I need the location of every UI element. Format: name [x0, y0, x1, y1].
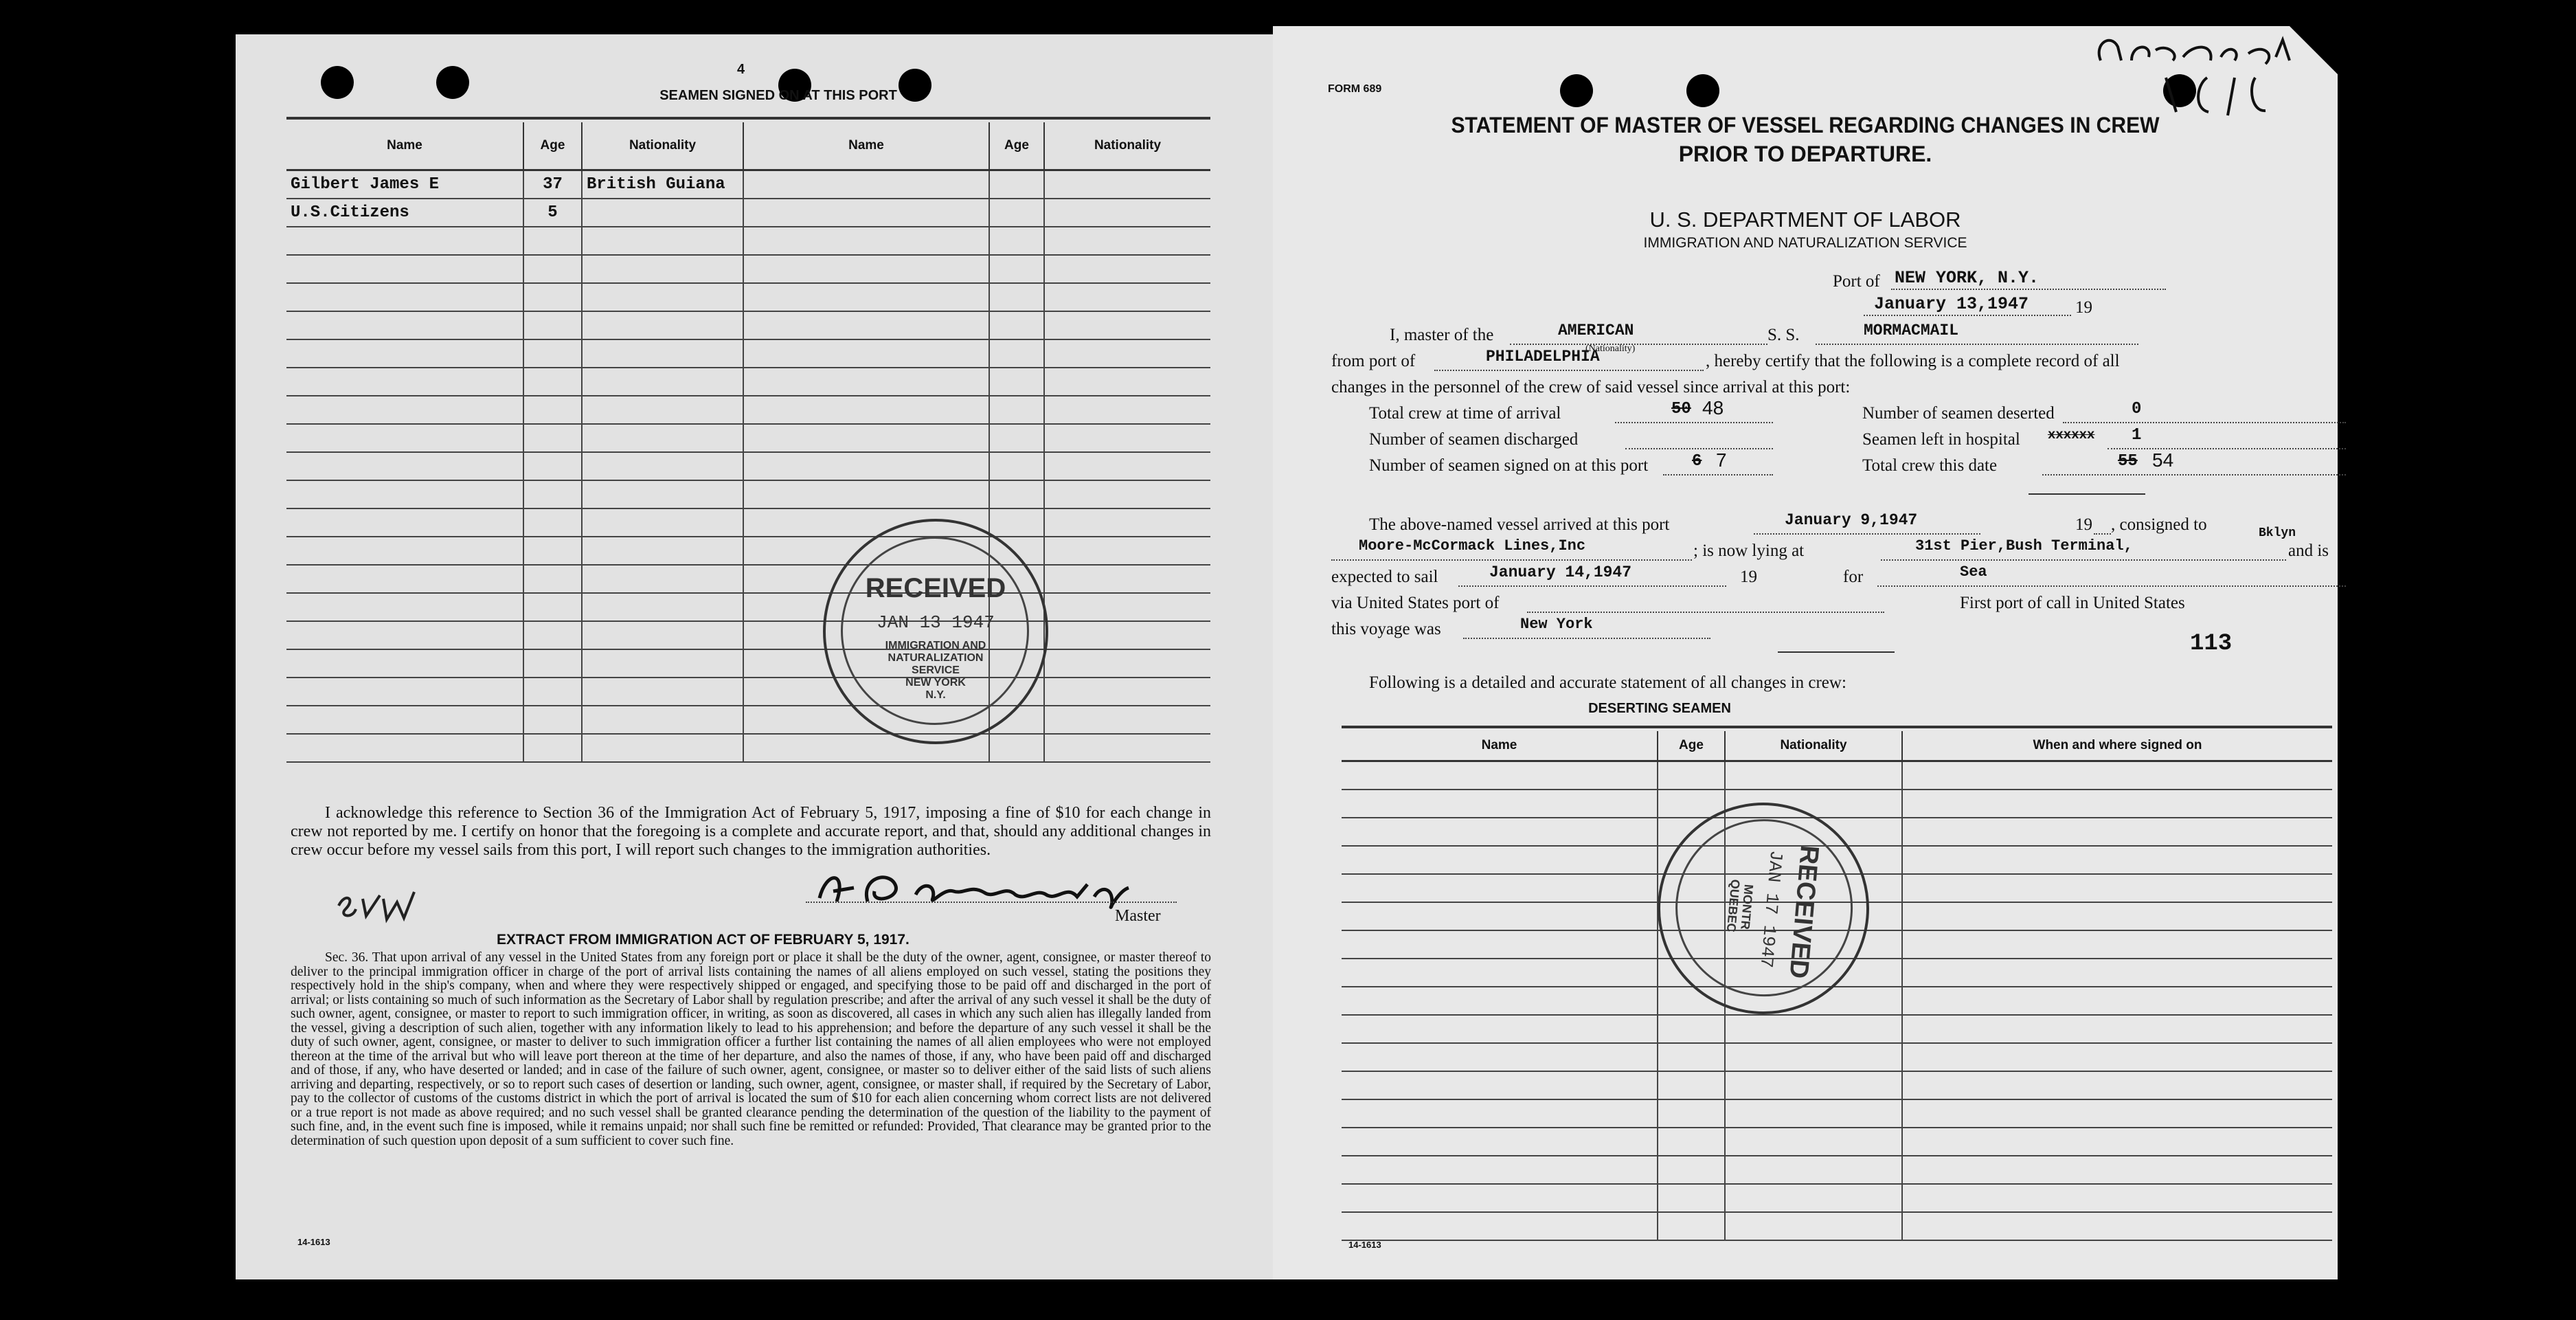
table-cell [286, 678, 523, 706]
arrived-value: January 9,1947 [1785, 511, 1918, 529]
table-cell [286, 283, 523, 311]
signature-line [806, 902, 1177, 903]
table-cell [1044, 452, 1210, 480]
table-cell [286, 593, 523, 621]
table-cell [743, 199, 989, 227]
stamp-line: N.Y. [925, 689, 946, 701]
table-cell [582, 537, 743, 565]
left-heading: SEAMEN SIGNED ON AT THIS PORT [659, 88, 897, 103]
total-date-label: Total crew this date [1862, 456, 1998, 475]
table-cell [1902, 1212, 2332, 1240]
table-row [1342, 1015, 2332, 1043]
stamp-received: RECEIVED [865, 573, 1006, 603]
table-cell [743, 170, 989, 199]
punch-hole [1686, 74, 1719, 107]
table-cell [523, 339, 582, 368]
table-cell [1902, 1184, 2332, 1212]
for-label: for [1843, 568, 1864, 586]
table-cell [523, 396, 582, 424]
table-cell [523, 706, 582, 734]
table-cell [286, 255, 523, 283]
handwritten-annotation [2029, 30, 2331, 119]
table-cell [1902, 959, 2332, 987]
table-cell [1044, 396, 1210, 424]
table-cell [286, 649, 523, 678]
table-row [286, 508, 1210, 537]
table-cell [743, 368, 989, 396]
table-row [286, 170, 1210, 199]
table-cell [1044, 424, 1210, 452]
stamp-line: SERVICE [912, 664, 960, 676]
document-number: 113 [2190, 631, 2233, 657]
hospital-label: Seamen left in hospital [1862, 430, 2020, 449]
table-cell [286, 339, 523, 368]
vessel-value: MORMACMAIL [1864, 322, 1959, 339]
arrived-year: 19 [2075, 515, 2092, 534]
table-cell [286, 565, 523, 593]
left-page [236, 34, 1273, 1279]
column-header: Nationality [582, 122, 743, 170]
table-cell [582, 649, 743, 678]
table-cell [1044, 565, 1210, 593]
table-cell [743, 396, 989, 424]
column-header: Name [286, 122, 523, 170]
acknowledgment-text: I acknowledge this reference to Section 36 of the Immigration Act of February 5, 1917, imposing a fine of $10 for each change in crew not reported by me. I certify on honor that the foregoing is a complete and accurate report, and that, should any additional changes in crew occur before my vessel sails from this port, I will report such changes to the immigration authorities. [291, 804, 1211, 859]
sum-rule [2029, 493, 2145, 495]
table-cell [1044, 199, 1210, 227]
deserting-heading: DESERTING SEAMEN [1588, 701, 1731, 716]
stamp-line: NATURALIZATION [888, 652, 984, 664]
table-cell [1342, 874, 1658, 902]
ss-label: S. S. [1767, 326, 1800, 344]
table-row [286, 311, 1210, 339]
table-row [286, 649, 1210, 678]
lying-extra: Bklyn [2259, 526, 2296, 540]
table-cell [989, 170, 1044, 199]
table-row [1342, 1043, 2332, 1071]
table-row [286, 339, 1210, 368]
table-cell [1725, 1156, 1902, 1184]
hospital-value: 1 [2132, 426, 2142, 445]
table-cell [989, 199, 1044, 227]
form-code: 14-1613 [1348, 1240, 1381, 1250]
table-cell [523, 565, 582, 593]
form-title-line1: STATEMENT OF MASTER OF VESSEL REGARDING CHANGES IN CREW [1451, 113, 2160, 137]
table-cell [582, 452, 743, 480]
table-cell [743, 452, 989, 480]
table-cell [523, 452, 582, 480]
table-cell [1044, 339, 1210, 368]
nationality-value: AMERICAN [1558, 322, 1634, 339]
table-row [286, 678, 1210, 706]
punch-hole [1560, 74, 1593, 107]
table-cell [1725, 1212, 1902, 1240]
table-row [1342, 1099, 2332, 1128]
table-cell [1044, 480, 1210, 508]
stamp-line: NEW YORK [905, 677, 966, 689]
table-cell [286, 424, 523, 452]
extract-text: Sec. 36. That upon arrival of any vessel in the United States from any foreign port or place it shall be the duty of the owner, agent, consignee, or master thereof to deliver to the principal immigration officer in charge of the port of arrival lists containing the names of all aliens employed on such vessel, stating the positions they respectively hold in the ship's company, when and where they were respectively shipped or engaged, and specifying those to be paid off and discharged in the port of arrival; or lists containing so much of such information as the Secretary of Labor shall by regulation prescribe; and after the arrival of any such vessel it shall be the duty of such owner, agent, consignee, or master to report to such immigration officer, in writing, as soon as discovered, all cases in which any such alien has illegally landed from the vessel, giving a description of such alien, together with any information likely to lead to his apprehension; and before the departure of any such vessel it shall be the duty of such owner, agent, consignee, or master to deliver to such immigration officer a further list containing the names of all alien employees who were not employed thereon at the time of the arrival but who will leave port thereon at the time of her departure, and also the names of those, if any, who have been paid off and discharged and of those, if any, who have deserted or landed; and in case of the failure of such owner, agent, consignee, or master so to deliver either of the said lists of such aliens arriving and departing, respectively, or so to report such cases of desertion or landing, such owner, agent, consignee, or master shall, if required by the Secretary of Labor, pay to the collector of customs of the customs district in which the port of arrival is located the sum of $10 for each alien concerning whom correct lists are not delivered or a true report is not made as above required; and no such vessel shall be granted clearance pending the determination of the question of the liability to the payment of such fine, and, in the event such fine is imposed, while it remains unpaid; nor shall such fine be remitted or refunded: Provided, That clearance may be granted prior to the determination of such question upon deposit of a sum sufficient to cover such fine. [291, 950, 1211, 1148]
table-cell [1044, 227, 1210, 255]
column-header: Age [1658, 731, 1725, 761]
destination-value: Sea [1960, 563, 1987, 581]
table-cell [582, 283, 743, 311]
following-text: Following is a detailed and accurate statement of all changes in crew: [1369, 673, 1846, 692]
table-cell [582, 311, 743, 339]
table-cell [1658, 1043, 1725, 1071]
table-cell [523, 621, 582, 649]
table-cell [1902, 1071, 2332, 1099]
table-cell [1658, 1212, 1725, 1240]
table-row [286, 621, 1210, 649]
via-label: via United States port of [1331, 594, 1500, 612]
table-cell [1044, 508, 1210, 537]
consigned-label: , consigned to [2111, 515, 2207, 534]
master-signature [806, 864, 1190, 912]
table-cell [1342, 846, 1658, 874]
extract-title: EXTRACT FROM IMMIGRATION ACT OF FEBRUARY 5, 1917. [497, 932, 909, 948]
table-cell [989, 339, 1044, 368]
table-cell [1342, 1043, 1658, 1071]
cell-name: Gilbert James E [286, 170, 523, 199]
form-title-line2: PRIOR TO DEPARTURE. [1678, 142, 1932, 166]
table-cell [286, 396, 523, 424]
table-cell [1342, 930, 1658, 959]
table-row [286, 593, 1210, 621]
table-row [286, 227, 1210, 255]
stamp-line: IMMIGRATION AND [885, 640, 986, 651]
table-cell [582, 227, 743, 255]
right-page [1273, 26, 2338, 1279]
table-cell [582, 368, 743, 396]
table-cell [1658, 1184, 1725, 1212]
total-crew-label: Total crew at time of arrival [1369, 404, 1561, 423]
changes-text: changes in the personnel of the crew of said vessel since arrival at this port: [1331, 378, 1851, 396]
table-cell [743, 424, 989, 452]
table-cell [1902, 874, 2332, 902]
cell-name: U.S.Citizens [286, 199, 523, 227]
table-cell [1658, 1156, 1725, 1184]
stamp-line: MONTR [1738, 884, 1756, 930]
table-row [286, 565, 1210, 593]
table-cell [1044, 593, 1210, 621]
service: IMMIGRATION AND NATURALIZATION SERVICE [1643, 235, 1967, 251]
table-cell [1725, 1128, 1902, 1156]
cell-nationality: British Guiana [582, 170, 743, 199]
table-cell [1342, 790, 1658, 818]
table-cell [582, 339, 743, 368]
table-cell [523, 649, 582, 678]
table-row [1342, 1128, 2332, 1156]
signed-on-value: 7 [1716, 449, 1727, 471]
page-number: 4 [737, 62, 745, 77]
stamp-line: QUEBEC [1724, 878, 1743, 933]
table-cell [1902, 1156, 2332, 1184]
table-cell [582, 593, 743, 621]
table-cell [582, 424, 743, 452]
table-cell [286, 311, 523, 339]
rule [1342, 726, 2332, 728]
stamp-received: RECEIVED [1783, 844, 1824, 980]
table-row [286, 706, 1210, 734]
table-cell [743, 311, 989, 339]
and-is: and is [2288, 541, 2329, 560]
table-row [286, 368, 1210, 396]
table-cell [1342, 1099, 1658, 1128]
table-row [1342, 761, 2332, 790]
table-cell [743, 480, 989, 508]
table-row [1342, 1184, 2332, 1212]
arrived-label: The above-named vessel arrived at this port [1369, 515, 1670, 534]
table-row [286, 424, 1210, 452]
table-cell [523, 734, 582, 762]
table-cell [523, 311, 582, 339]
from-port-label: from port of [1331, 352, 1416, 370]
table-cell [1658, 761, 1725, 790]
table-cell [1902, 818, 2332, 846]
table-cell [1044, 734, 1210, 762]
table-cell [1044, 283, 1210, 311]
table-cell [989, 283, 1044, 311]
table-cell [523, 537, 582, 565]
table-cell [286, 621, 523, 649]
table-cell [582, 621, 743, 649]
table-cell [523, 283, 582, 311]
form-code: 14-1613 [297, 1237, 330, 1247]
table-cell [523, 227, 582, 255]
table-cell [1658, 1099, 1725, 1128]
table-cell [1342, 818, 1658, 846]
column-header: When and where signed on [1902, 731, 2332, 761]
port-label: Port of [1833, 272, 1880, 291]
table-cell [582, 396, 743, 424]
table-cell [523, 508, 582, 537]
table-cell [1342, 1128, 1658, 1156]
table-cell [523, 255, 582, 283]
first-port-label: First port of call in United States [1960, 594, 2185, 612]
total-date-struck: 55 [2118, 452, 2138, 471]
master-label: I, master of the [1390, 326, 1494, 344]
sail-value: January 14,1947 [1489, 563, 1632, 581]
table-cell [582, 706, 743, 734]
short-rule [1778, 651, 1895, 653]
table-row [286, 283, 1210, 311]
table-cell [286, 508, 523, 537]
table-cell [582, 678, 743, 706]
table-cell [1342, 1071, 1658, 1099]
column-header: Nationality [1044, 122, 1210, 170]
table-cell [1902, 902, 2332, 930]
table-cell [1342, 1184, 1658, 1212]
table-cell [1902, 790, 2332, 818]
table-cell [286, 537, 523, 565]
table-cell [1902, 1015, 2332, 1043]
table-cell [989, 227, 1044, 255]
table-row [1342, 987, 2332, 1015]
date-value: January 13,1947 [1874, 294, 2029, 314]
signed-on-label: Number of seamen signed on at this port [1369, 456, 1649, 475]
table-cell [1044, 368, 1210, 396]
column-header: Age [523, 122, 582, 170]
table-cell [286, 480, 523, 508]
table-cell [1725, 1099, 1902, 1128]
table-cell [1342, 1156, 1658, 1184]
table-cell [989, 368, 1044, 396]
consignee-value: Moore-McCormack Lines,Inc [1359, 537, 1586, 555]
deserted-label: Number of seamen deserted [1862, 404, 2055, 423]
table-row [286, 480, 1210, 508]
cell-nationality [582, 199, 743, 227]
table-cell [989, 424, 1044, 452]
voyage-label: this voyage was [1331, 620, 1441, 638]
table-cell [1725, 1071, 1902, 1099]
initials [332, 878, 435, 926]
table-cell [582, 255, 743, 283]
table-cell [1902, 761, 2332, 790]
stamp-date: JAN 17 1947 [1755, 849, 1787, 969]
table-cell [989, 311, 1044, 339]
table-cell [743, 227, 989, 255]
initials-graphic [332, 878, 435, 926]
table-cell [1342, 987, 1658, 1015]
table-cell [743, 339, 989, 368]
table-cell [989, 480, 1044, 508]
table-cell [582, 565, 743, 593]
from-port-value: PHILADELPHIA [1486, 348, 1600, 366]
lying-value: 31st Pier,Bush Terminal, [1915, 537, 2133, 555]
table-cell [989, 508, 1044, 537]
punch-hole [321, 66, 354, 99]
column-header: Name [743, 122, 989, 170]
voyage-value: New York [1520, 616, 1593, 633]
table-cell [989, 452, 1044, 480]
year-suffix: 19 [2075, 298, 2092, 317]
table-row [286, 199, 1210, 227]
table-cell [743, 255, 989, 283]
table-cell [989, 734, 1044, 762]
table-row [1342, 1071, 2332, 1099]
table-cell [523, 368, 582, 396]
table-cell [1342, 1015, 1658, 1043]
signed-on-struck: 6 [1692, 452, 1702, 471]
table-cell [1342, 1212, 1658, 1240]
table-cell [286, 706, 523, 734]
table-cell [1044, 537, 1210, 565]
table-cell [1902, 930, 2332, 959]
table-row [286, 452, 1210, 480]
table-cell [1658, 1128, 1725, 1156]
table-cell [286, 734, 523, 762]
nationality-caption: (Nationality) [1585, 344, 1636, 354]
signature-graphic [806, 864, 1190, 912]
table-cell [1044, 255, 1210, 283]
table-cell [286, 227, 523, 255]
sail-year: 19 [1740, 568, 1757, 586]
table-cell [989, 255, 1044, 283]
table-cell [1725, 1015, 1902, 1043]
table-cell [1342, 761, 1658, 790]
stamp-date: JAN 13 1947 [877, 612, 995, 633]
sail-label: expected to sail [1331, 568, 1438, 586]
table-cell [1658, 1015, 1725, 1043]
hospital-struck: xxxxxx [2048, 427, 2095, 443]
punch-hole [436, 66, 469, 99]
table-cell [523, 480, 582, 508]
table-cell [582, 480, 743, 508]
table-cell [1902, 987, 2332, 1015]
table-row [1342, 1212, 2332, 1240]
table-cell [743, 283, 989, 311]
table-cell [582, 734, 743, 762]
table-row [1342, 1156, 2332, 1184]
table-cell [1342, 959, 1658, 987]
certify-text: , hereby certify that the following is a complete record of all [1706, 352, 2120, 370]
table-row [286, 537, 1210, 565]
table-cell [989, 396, 1044, 424]
annotation-graphic [2029, 30, 2331, 119]
table-cell [286, 452, 523, 480]
cell-age: 37 [523, 170, 582, 199]
department: U. S. DEPARTMENT OF LABOR [1649, 208, 1961, 232]
table-cell [1044, 621, 1210, 649]
signed-on-table [286, 122, 1210, 763]
table-cell [1725, 761, 1902, 790]
table-cell [1342, 902, 1658, 930]
table-cell [1725, 1043, 1902, 1071]
table-cell [1044, 649, 1210, 678]
table-cell [1902, 1043, 2332, 1071]
table-cell [286, 368, 523, 396]
table-row [1342, 790, 2332, 818]
table-cell [1044, 170, 1210, 199]
table-cell [523, 678, 582, 706]
column-header: Name [1342, 731, 1658, 761]
lying-label: ; is now lying at [1693, 541, 1805, 560]
table-cell [1902, 1128, 2332, 1156]
discharged-label: Number of seamen discharged [1369, 430, 1579, 449]
rule [286, 117, 1210, 120]
table-cell [1902, 1099, 2332, 1128]
total-crew-struck: 50 [1671, 400, 1691, 418]
port-value: NEW YORK, N.Y. [1895, 268, 2040, 288]
table-row [286, 396, 1210, 424]
column-header: Age [989, 122, 1044, 170]
table-row [286, 255, 1210, 283]
table-cell [523, 424, 582, 452]
received-stamp [823, 519, 1048, 744]
signature-label: Master [1115, 907, 1161, 925]
table-cell [1902, 846, 2332, 874]
table-cell [1658, 1071, 1725, 1099]
total-date-value: 54 [2152, 449, 2174, 471]
form-number: FORM 689 [1328, 83, 1382, 95]
deserted-value: 0 [2132, 400, 2142, 418]
table-cell [1725, 1184, 1902, 1212]
column-header: Nationality [1725, 731, 1902, 761]
deserting-seamen-table [1342, 731, 2332, 1241]
table-row [286, 734, 1210, 762]
table-cell [523, 593, 582, 621]
total-crew-value: 48 [1702, 397, 1724, 418]
table-cell [582, 508, 743, 537]
table-cell [1044, 311, 1210, 339]
cell-age: 5 [523, 199, 582, 227]
